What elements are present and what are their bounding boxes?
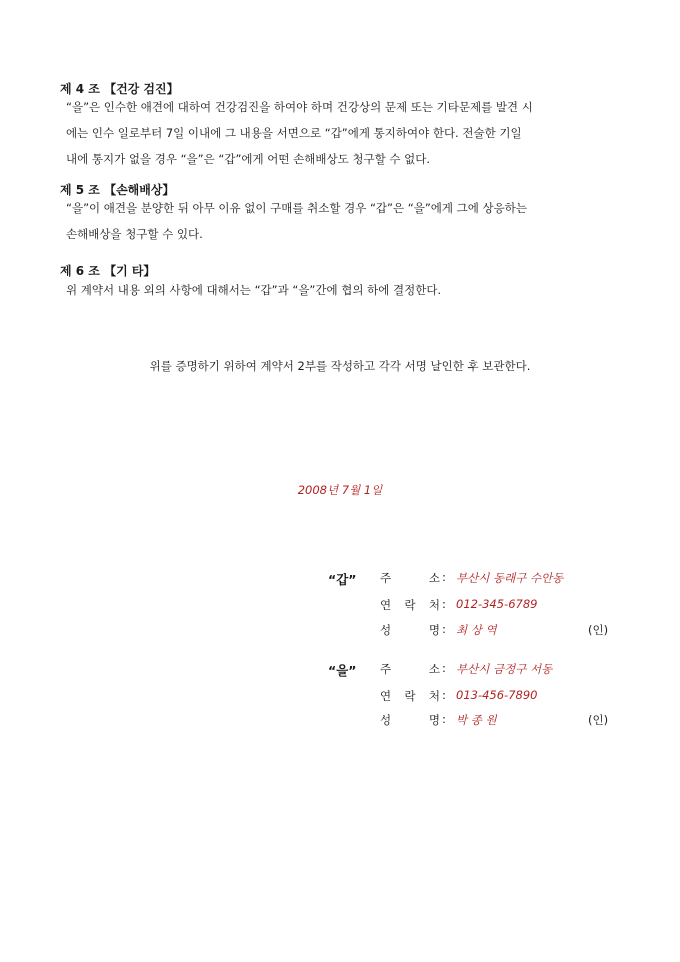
colon: : [442, 622, 446, 636]
article-4-line-1: “을”은 인수한 애견에 대하여 건강검진을 하여야 하며 건강상의 문제 또는 기타문제를 발견 시 [66, 100, 533, 114]
contract-date: 2008년 7월 1일 [297, 483, 383, 497]
article-4-line-3: 내에 통지가 없을 경우 “을”은 “갑”에게 어떤 손해배상도 청구할 수 없다. [66, 152, 430, 166]
party-a-name-row [380, 622, 640, 642]
contact-label: 연 락 처 [380, 598, 440, 612]
party-a-contact: 012-345-6789 [456, 597, 538, 611]
party-b-label: “을” [328, 663, 357, 678]
party-a-address-row [380, 570, 640, 590]
address-label: 주 소 [380, 662, 440, 676]
article-5-heading: 제 5 조 【손해배상】 [60, 183, 175, 197]
party-b-name-row [380, 712, 640, 732]
party-a-address: 부산시 동래구 수안동 [456, 571, 564, 585]
colon: : [442, 712, 446, 726]
party-a-seal: (인) [588, 623, 609, 637]
article-6-body [66, 277, 626, 303]
closing-statement: 위를 증명하기 위하여 계약서 2부를 작성하고 각각 서명 날인한 후 보관한다. [149, 359, 531, 373]
article-5-body [66, 195, 626, 247]
article-5-line-2: 손해배상을 청구할 수 있다. [66, 227, 203, 241]
party-b-address-row [380, 661, 640, 681]
article-4-body [66, 94, 626, 172]
address-label: 주 소 [380, 571, 440, 585]
name-label: 성 명 [380, 623, 440, 637]
colon: : [442, 570, 446, 584]
article-4-line-2: 에는 인수 일로부터 7일 이내에 그 내용을 서면으로 “갑”에게 통지하여야 한다. 전술한 기일 [66, 126, 522, 140]
party-a-label: “갑” [328, 572, 357, 587]
article-4-heading: 제 4 조 【건강 검진】 [60, 82, 179, 96]
article-6-heading: 제 6 조 【기 타】 [60, 264, 156, 278]
contact-label: 연 락 처 [380, 689, 440, 703]
colon: : [442, 597, 446, 611]
colon: : [442, 661, 446, 675]
party-b-contact: 013-456-7890 [456, 688, 538, 702]
colon: : [442, 688, 446, 702]
name-label: 성 명 [380, 713, 440, 727]
party-a-name: 최 상 역 [456, 623, 497, 637]
article-5-line-1: “을”이 애견을 분양한 뒤 아무 이유 없이 구매를 취소할 경우 “갑”은 “을”에게 그에 상응하는 [66, 201, 527, 215]
article-6-line-1: 위 계약서 내용 외의 사항에 대해서는 “갑”과 “을”간에 협의 하에 결정한다. [66, 283, 442, 297]
party-b-contact-row [380, 688, 640, 708]
party-b-name: 박 종 원 [456, 713, 497, 727]
party-b-address: 부산시 금정구 서동 [456, 662, 553, 676]
party-b-seal: (인) [588, 713, 609, 727]
party-a-contact-row [380, 597, 640, 617]
